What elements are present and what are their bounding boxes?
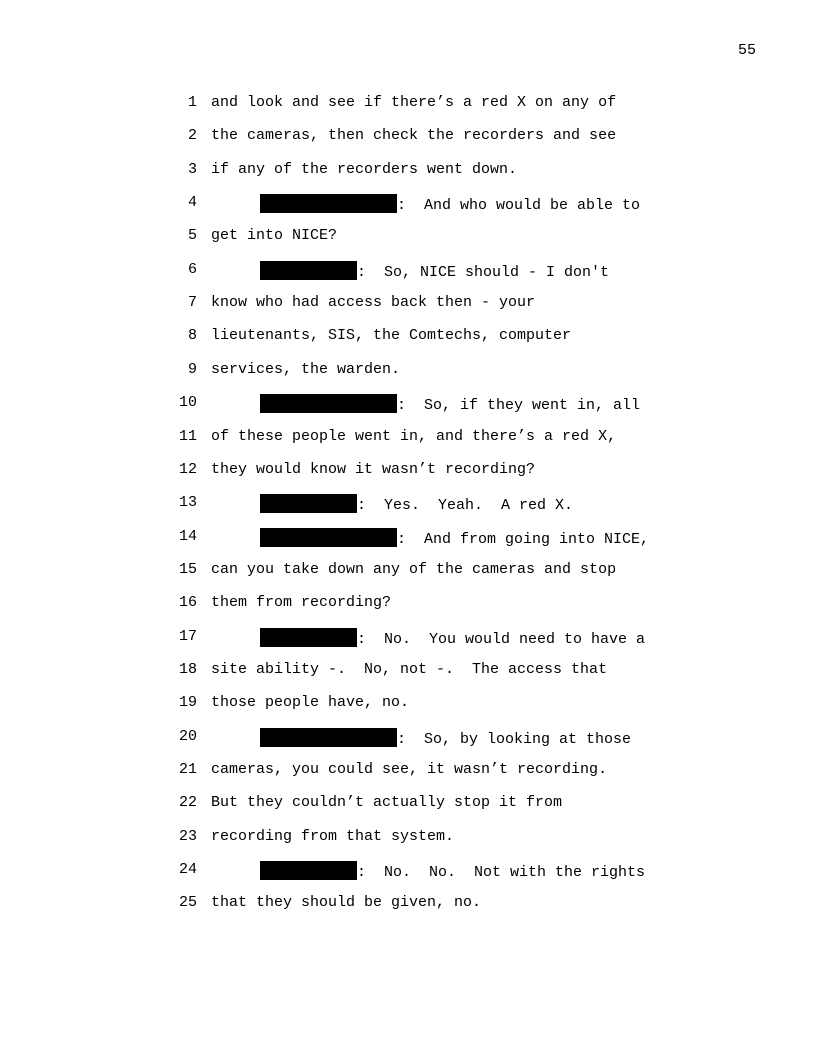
line-text	[211, 227, 337, 244]
line-number: 16	[178, 594, 197, 611]
transcript-line	[0, 828, 816, 852]
line-number: 17	[178, 628, 197, 645]
line-number: 22	[178, 794, 197, 811]
line-number: 24	[178, 861, 197, 878]
redacted-speaker-name	[260, 528, 397, 547]
transcript-line	[0, 194, 816, 218]
redacted-speaker-name	[260, 261, 357, 280]
speaker-line-text	[260, 494, 573, 514]
transcript-line	[0, 494, 816, 518]
line-number: 18	[178, 661, 197, 678]
transcript-line	[0, 394, 816, 418]
transcript-line	[0, 794, 816, 818]
transcript-line	[0, 461, 816, 485]
line-text	[211, 828, 454, 845]
transcript-line	[0, 594, 816, 618]
transcript-line	[0, 227, 816, 251]
line-text	[211, 294, 535, 311]
line-number: 6	[187, 261, 197, 278]
line-content: : So, NICE should - I don't	[357, 264, 610, 281]
line-number: 14	[178, 528, 197, 545]
transcript-line	[0, 161, 816, 185]
line-number: 12	[178, 461, 197, 478]
line-content: services, the warden.	[211, 361, 401, 378]
line-text	[211, 694, 409, 711]
line-text	[211, 561, 616, 578]
line-text	[211, 361, 400, 378]
line-number: 5	[187, 227, 197, 244]
line-content: if any of the recorders went down.	[211, 161, 518, 178]
speaker-line-text	[260, 861, 645, 881]
line-text	[211, 894, 481, 911]
line-content: recording from that system.	[211, 828, 455, 845]
line-content: : No. You would need to have a	[357, 631, 646, 648]
redacted-speaker-name	[260, 494, 357, 513]
line-content: and look and see if there’s a red X on any of	[211, 94, 617, 111]
speaker-line-text	[260, 261, 609, 281]
line-content: : And from going into NICE,	[397, 531, 650, 548]
transcript-line	[0, 628, 816, 652]
transcript-line	[0, 428, 816, 452]
speaker-line-text	[260, 728, 631, 748]
line-content: But they couldn’t actually stop it from	[211, 794, 563, 811]
line-text	[211, 94, 616, 111]
redacted-speaker-name	[260, 194, 397, 213]
transcript-line	[0, 94, 816, 118]
line-text	[211, 161, 517, 178]
line-number: 4	[187, 194, 197, 211]
line-content: the cameras, then check the recorders and see	[211, 127, 617, 144]
line-content: : And who would be able to	[397, 197, 641, 214]
line-number: 19	[178, 694, 197, 711]
line-text	[211, 594, 391, 611]
transcript-line	[0, 894, 816, 918]
line-number: 3	[187, 161, 197, 178]
speaker-line-text	[260, 528, 649, 548]
line-number: 20	[178, 728, 197, 745]
line-text	[211, 428, 616, 445]
transcript-line	[0, 127, 816, 151]
transcript-line	[0, 761, 816, 785]
line-number: 21	[178, 761, 197, 778]
line-number: 2	[187, 127, 197, 144]
line-content: : So, by looking at those	[397, 731, 632, 748]
line-text	[211, 661, 607, 678]
transcript-line	[0, 361, 816, 385]
speaker-line-text	[260, 628, 645, 648]
speaker-line-text	[260, 394, 640, 414]
line-text	[211, 327, 571, 344]
transcript-line	[0, 728, 816, 752]
speaker-line-text	[260, 194, 640, 214]
redacted-speaker-name	[260, 728, 397, 747]
line-number: 8	[187, 327, 197, 344]
transcript-line	[0, 327, 816, 351]
line-content: site ability -. No, not -. The access that	[211, 661, 608, 678]
line-number: 15	[178, 561, 197, 578]
line-text	[211, 794, 562, 811]
line-content: those people have, no.	[211, 694, 410, 711]
line-content: cameras, you could see, it wasn’t recording.	[211, 761, 608, 778]
line-number: 13	[178, 494, 197, 511]
line-number: 11	[178, 428, 197, 445]
line-content: of these people went in, and there’s a red X,	[211, 428, 617, 445]
redacted-speaker-name	[260, 628, 357, 647]
line-number: 1	[187, 94, 197, 111]
line-text	[211, 127, 616, 144]
line-number: 25	[178, 894, 197, 911]
line-content: : Yes. Yeah. A red X.	[357, 497, 574, 514]
line-content: that they should be given, no.	[211, 894, 482, 911]
line-content: them from recording?	[211, 594, 392, 611]
line-number: 23	[178, 828, 197, 845]
line-number: 7	[187, 294, 197, 311]
line-number: 9	[187, 361, 197, 378]
transcript-line	[0, 694, 816, 718]
line-content: can you take down any of the cameras and stop	[211, 561, 617, 578]
redacted-speaker-name	[260, 394, 397, 413]
transcript-line	[0, 561, 816, 585]
transcript-line	[0, 294, 816, 318]
transcript-line	[0, 861, 816, 885]
line-text	[211, 461, 535, 478]
line-content: know who had access back then - your	[211, 294, 536, 311]
transcript-line	[0, 661, 816, 685]
transcript-line	[0, 261, 816, 285]
line-content: lieutenants, SIS, the Comtechs, computer	[211, 327, 572, 344]
line-number: 10	[178, 394, 197, 411]
line-content: : So, if they went in, all	[397, 397, 641, 414]
line-content: : No. No. Not with the rights	[357, 864, 646, 881]
line-content: get into NICE?	[211, 227, 338, 244]
line-text	[211, 761, 607, 778]
line-content: they would know it wasn’t recording?	[211, 461, 536, 478]
page-number: 55	[738, 42, 757, 59]
transcript-line	[0, 528, 816, 552]
redacted-speaker-name	[260, 861, 357, 880]
